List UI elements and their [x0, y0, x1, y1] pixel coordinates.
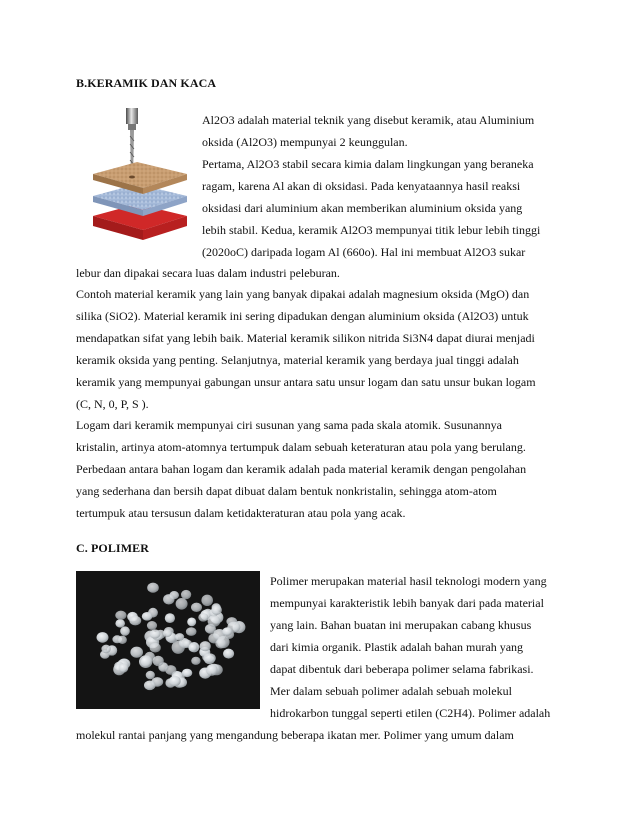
paragraph-line: mendapatkan sifat yang lebih baik. Material keramik silikon nitrida Si3N4 dapat diurai menjadi: [76, 331, 535, 345]
paragraph-line: Pertama, Al2O3 stabil secara kimia dalam lingkungan yang beraneka: [202, 157, 534, 171]
paragraph-line: dapat dibentuk dari beberapa polimer selama fabrikasi.: [270, 662, 534, 676]
paragraph-line: oksida (Al2O3) mempunyai 2 keunggulan.: [202, 135, 408, 149]
paragraph-line: oksidasi dari aluminium akan memberikan aluminium oksida yang: [202, 201, 523, 215]
polymer-pellets-photo: [76, 571, 260, 709]
paragraph-line: kristalin, artinya atom-atomnya tertumpuk dalam sebuah keteraturan atau pola yang berulang.: [76, 440, 526, 454]
section-heading-keramik: B.KERAMIK DAN KACA: [76, 76, 217, 90]
paragraph-line: Logam dari keramik mempunyai ciri susunan yang sama pada skala atomik. Susunannya: [76, 418, 502, 432]
paragraph-line: lebur dan dipakai secara luas dalam industri peleburan.: [76, 266, 340, 280]
paragraph-line: Al2O3 adalah material teknik yang disebut keramik, atau Aluminium: [202, 113, 535, 127]
paragraph-line: mempunyai karakteristik lebih banyak dari pada material: [270, 596, 544, 610]
ceramic-layers-drill-image: [85, 108, 195, 248]
paragraph-line: Polimer merupakan material hasil teknologi modern yang: [270, 574, 547, 588]
paragraph-line: Mer dalam sebuah polimer adalah sebuah molekul: [270, 684, 512, 698]
paragraph-line: ragam, karena Al akan di oksidasi. Pada kenyataannya hasil reaksi: [202, 179, 521, 193]
paragraph-line: lebih stabil. Kedua, keramik Al2O3 mempunyai titik lebur lebih tinggi: [202, 223, 541, 237]
paragraph-line: keramik oksida yang penting. Selanjutnya, material keramik yang berdaya jual tinggi adalah: [76, 353, 519, 367]
paragraph-line: yang sederhana dan bersih dapat dibuat dalam bentuk nonkristalin, sehingga atom-atom: [76, 484, 497, 498]
paragraph-line: silika (SiO2). Material keramik ini sering dipadukan dengan aluminium oksida (Al2O3) untuk: [76, 309, 529, 323]
paragraph-line: dari kimia organik. Plastik adalah bahan murah yang: [270, 640, 524, 654]
paragraph-line: molekul rantai panjang yang mengandung beberapa ikatan mer. Polimer yang umum dalam: [76, 728, 514, 742]
paragraph-line: (2020oC) daripada logam Al (660o). Hal ini membuat Al2O3 sukar: [202, 245, 526, 259]
paragraph-line: hidrokarbon tunggal seperti etilen (C2H4). Polimer adalah: [270, 706, 551, 720]
paragraph-line: yang lain. Bahan buatan ini merupakan cabang khusus: [270, 618, 532, 632]
paragraph-line: tertumpuk atau tersusun dalam ketidakteraturan atau pola yang acak.: [76, 506, 406, 520]
paragraph-line: Contoh material keramik yang lain yang banyak dipakai adalah magnesium oksida (MgO) dan: [76, 287, 530, 301]
paragraph-line: Perbedaan antara bahan logam dan keramik adalah pada material keramik dengan pengolahan: [76, 462, 527, 476]
section-heading-polimer: C. POLIMER: [76, 541, 149, 555]
paragraph-line: keramik yang mempunyai gabungan unsur antara satu unsur logam dan satu unsur bukan logam: [76, 375, 536, 389]
paragraph-line: (C, N, 0, P, S ).: [76, 397, 149, 411]
